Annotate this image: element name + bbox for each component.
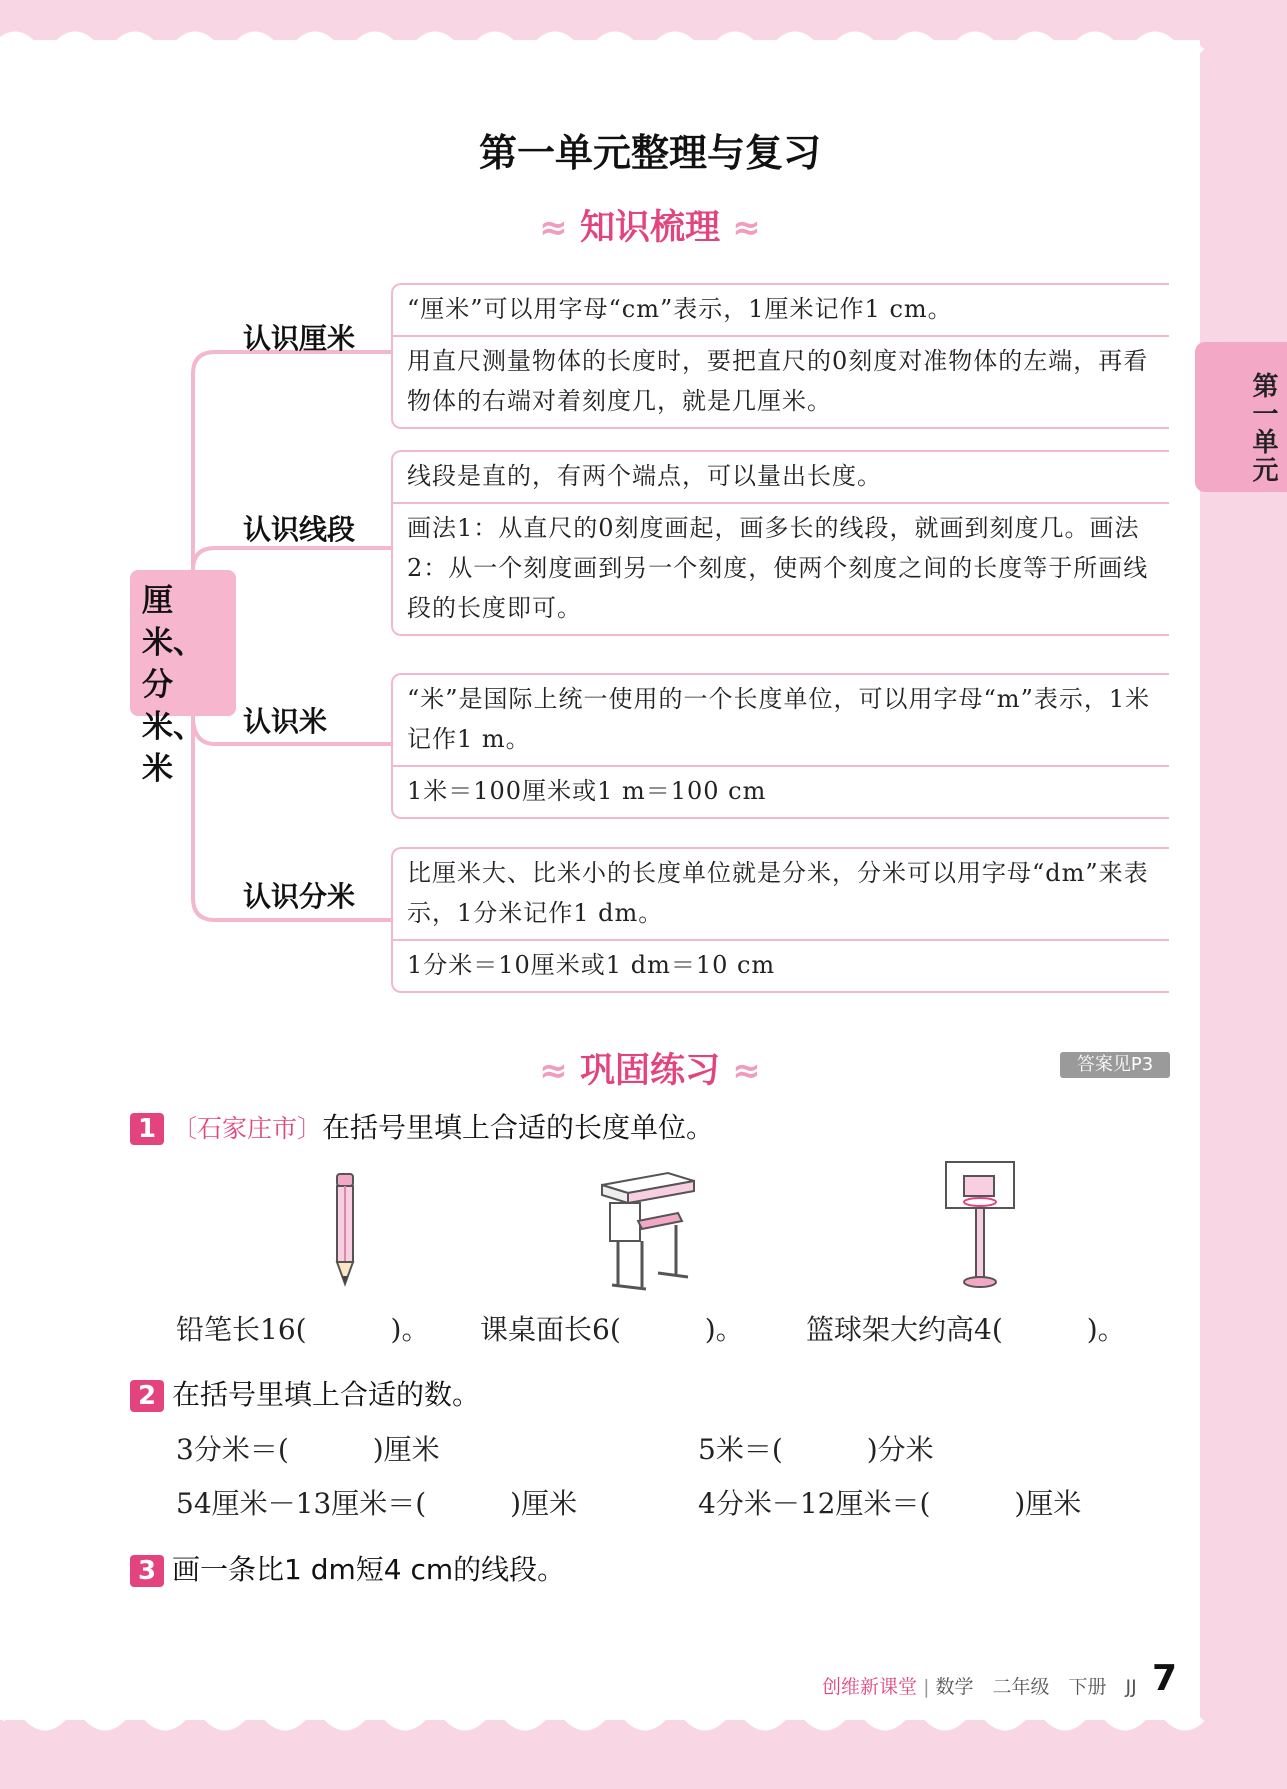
pencil-icon <box>320 1170 370 1290</box>
question-text: 在括号里填上合适的长度单位。 <box>322 1111 715 1144</box>
basketball-stand-icon <box>940 1160 1020 1290</box>
branch-label-m: 认识米 <box>243 705 328 738</box>
bottom-wave-border <box>0 1702 1287 1732</box>
branch-label-segment: 认识线段 <box>243 513 356 546</box>
q2-item: 4分米－12厘米＝( )厘米 <box>698 1487 1082 1520</box>
q1-item-basketball: 篮球架大约高4( )。 <box>806 1313 1126 1346</box>
q2-item: 54厘米－13厘米＝( )厘米 <box>176 1487 578 1520</box>
wave-deco-right-icon: ≈ <box>732 208 761 248</box>
wave-deco-right-icon: ≈ <box>732 1051 761 1091</box>
page-footer: 创维新课堂 | 数学 二年级 下册 JJ <box>822 1676 1137 1698</box>
footer-book-info: 数学 二年级 下册 JJ <box>935 1676 1137 1698</box>
branch-label-dm: 认识分米 <box>243 880 356 913</box>
knowledge-row: “米”是国际上统一使用的一个长度单位，可以用字母“m”表示，1米记作1 m。 <box>407 685 1151 753</box>
desk-icon <box>598 1165 698 1293</box>
knowledge-box-m <box>391 673 1169 819</box>
q2-item: 5米＝( )分米 <box>698 1433 934 1466</box>
knowledge-row: 1分米＝10厘米或1 dm＝10 cm <box>393 939 1169 991</box>
wave-deco-left-icon: ≈ <box>539 1051 568 1091</box>
mind-map-center: 厘米、分米、米 <box>130 570 236 716</box>
footer-brand: 创维新课堂 <box>822 1676 918 1698</box>
section-title: 知识梳理 <box>579 208 720 248</box>
page-title: 第一单元整理与复习 <box>478 131 821 175</box>
question-number: 2 <box>130 1380 164 1412</box>
question-number: 1 <box>130 1113 164 1145</box>
knowledge-box-dm <box>391 847 1169 993</box>
page-number: 7 <box>1152 1658 1178 1699</box>
question-text: 画一条比1 dm短4 cm的线段。 <box>172 1553 566 1586</box>
unit-side-tab: 第一单元 <box>1195 342 1287 492</box>
question-source-tag: 〔石家庄市〕 <box>172 1114 323 1143</box>
question-1 <box>130 1106 714 1146</box>
knowledge-row: 1米＝100厘米或1 m＝100 cm <box>393 765 1169 817</box>
q1-item-pencil: 铅笔长16( )。 <box>176 1313 430 1346</box>
knowledge-row: 画法1：从直尺的0刻度画起，画多长的线段，就画到刻度几。画法2：从一个刻度画到另一个刻度，使两个刻度之间的长度等于所画线段的长度即可。 <box>393 502 1169 634</box>
knowledge-row: 用直尺测量物体的长度时，要把直尺的0刻度对准物体的左端，再看物体的右端对着刻度几，就是几厘米。 <box>393 335 1169 427</box>
question-number: 3 <box>130 1555 164 1587</box>
knowledge-row: “厘米”可以用字母“cm”表示，1厘米记作1 cm。 <box>407 295 953 323</box>
q1-item-desk: 课桌面长6( )。 <box>480 1313 744 1346</box>
knowledge-box-cm <box>391 283 1169 429</box>
question-3 <box>130 1548 565 1588</box>
knowledge-row: 比厘米大、比米小的长度单位就是分米，分米可以用字母“dm”来表示，1分米记作1 dm。 <box>407 859 1149 927</box>
answer-reference-badge: 答案见P3 <box>1060 1052 1170 1078</box>
knowledge-box-segment <box>391 450 1169 636</box>
q2-item: 3分米＝( )厘米 <box>176 1433 440 1466</box>
wave-deco-left-icon: ≈ <box>539 208 568 248</box>
knowledge-row: 线段是直的，有两个端点，可以量出长度。 <box>407 462 882 490</box>
section-title: 巩固练习 <box>579 1051 720 1091</box>
branch-label-cm: 认识厘米 <box>243 322 356 355</box>
question-text: 在括号里填上合适的数。 <box>172 1378 481 1411</box>
question-2 <box>130 1373 480 1413</box>
